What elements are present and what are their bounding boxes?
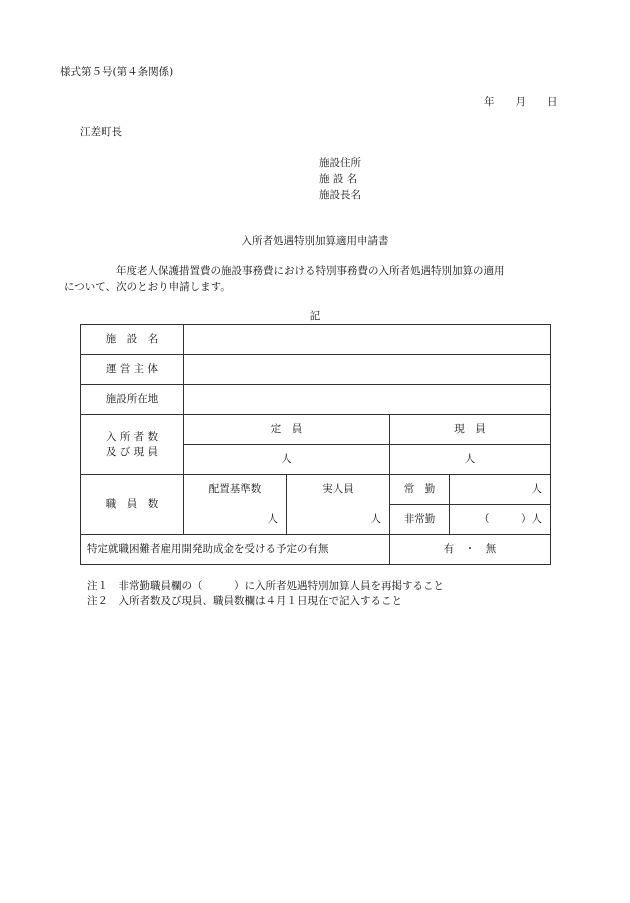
fulltime-field[interactable]: 人 xyxy=(450,475,551,505)
residents-label xyxy=(81,415,184,475)
table-row xyxy=(81,325,551,355)
fulltime-label: 常 勤 xyxy=(390,475,450,505)
form-number: 様式第５号(第４条関係) xyxy=(60,66,174,78)
application-table xyxy=(80,324,551,565)
applicant-name-label: 施 設 名 xyxy=(319,173,358,185)
actual-staff-field[interactable]: 人 xyxy=(287,505,390,535)
table-row xyxy=(81,415,551,445)
operator-label: 運 営 主 体 xyxy=(81,355,184,385)
location-field[interactable] xyxy=(184,385,551,415)
table-row xyxy=(81,385,551,415)
date-line: 年 月 日 xyxy=(484,96,558,108)
residents-label-line-1: 入 所 者 数 xyxy=(105,430,158,443)
standard-staff-field[interactable]: 人 xyxy=(184,505,287,535)
subsidy-choice[interactable]: 有 ・ 無 xyxy=(390,535,551,565)
table-row xyxy=(81,535,551,565)
body-text-line-2: について、次のとおり申請します。 xyxy=(64,281,231,293)
applicant-director-label: 施設長名 xyxy=(319,189,361,201)
body-text-line-1: 年度老人保護措置費の施設事務費における特別事務費の入所者処遇特別加算の適用 xyxy=(116,265,505,277)
location-label: 施設所在地 xyxy=(81,385,184,415)
residents-label-line-2: 及 び 現 員 xyxy=(105,445,158,458)
addressee: 江差町長 xyxy=(80,126,122,138)
note-1: 注１ 非常勤職員欄の（ ）に入所者処遇特別加算人員を再掲すること xyxy=(87,580,444,592)
parttime-label: 非常勤 xyxy=(390,505,450,535)
current-field[interactable]: 人 xyxy=(390,445,551,475)
note-2: 注２ 入所者数及び現員、職員数欄は４月１日現在で記入すること xyxy=(87,594,402,607)
operator-field[interactable] xyxy=(184,355,551,385)
notes xyxy=(87,580,444,609)
facility-name-label: 施 設 名 xyxy=(81,325,184,355)
subsidy-label: 特定就職困難者雇用開発助成金を受ける予定の有無 xyxy=(81,535,390,565)
applicant-address-label: 施設住所 xyxy=(319,157,361,169)
document-title: 入所者処遇特別加算適用申請書 xyxy=(241,235,389,247)
standard-staff-header: 配置基準数 xyxy=(184,475,287,505)
ki-heading: 記 xyxy=(309,310,321,322)
facility-name-field[interactable] xyxy=(184,325,551,355)
capacity-header: 定 員 xyxy=(184,415,390,445)
table-row xyxy=(81,475,551,505)
actual-staff-header: 実人員 xyxy=(287,475,390,505)
capacity-field[interactable]: 人 xyxy=(184,445,390,475)
table-row xyxy=(81,355,551,385)
current-header: 現 員 xyxy=(390,415,551,445)
parttime-field[interactable]: （ ）人 xyxy=(450,505,551,535)
staff-label: 職 員 数 xyxy=(81,475,184,535)
